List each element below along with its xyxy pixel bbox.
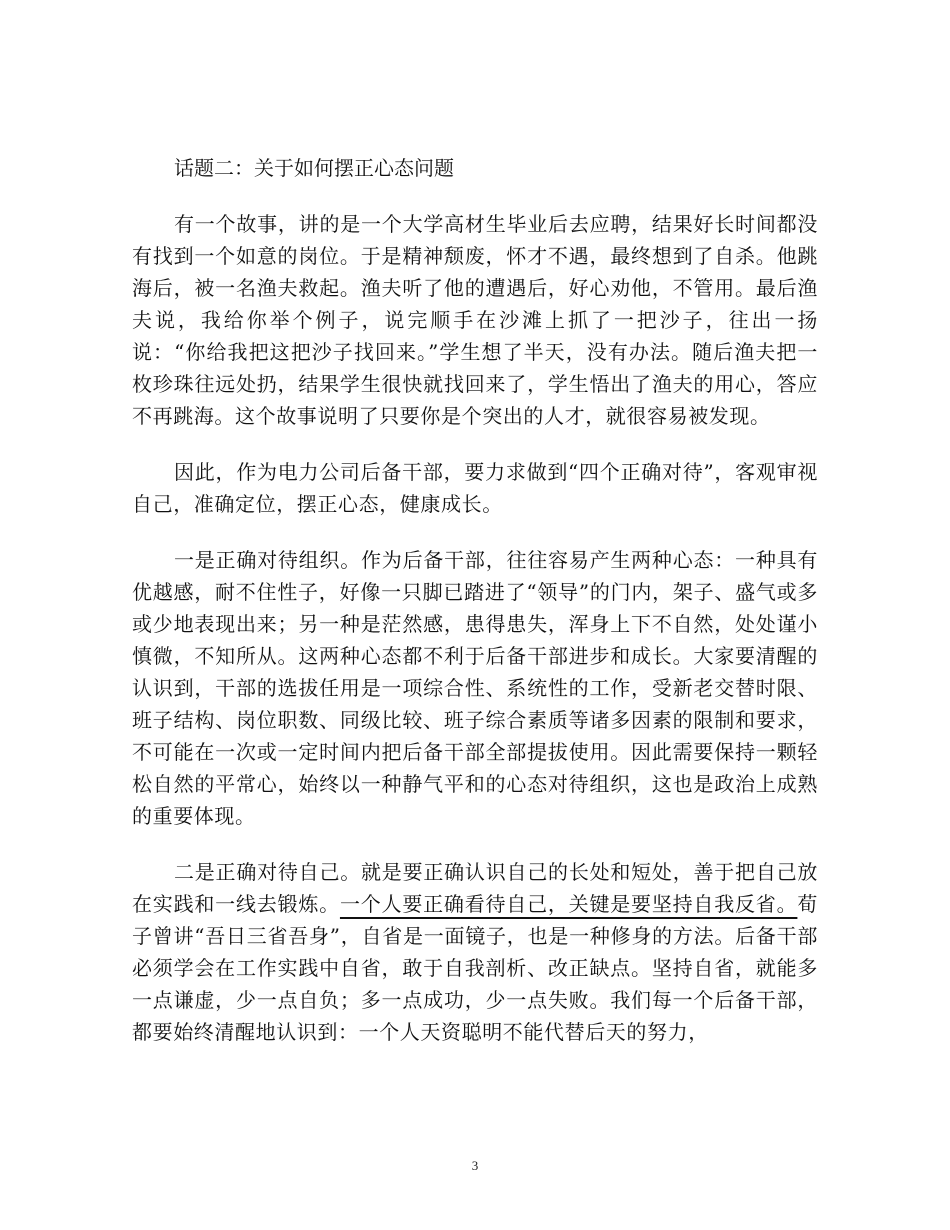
- paragraph-self-intro: 二是正确对待自己。就是要正确认识自己的长处和短处，善于把自己放在实践和一线去锻炼。: [132, 860, 818, 916]
- page-number: 3: [471, 1158, 479, 1173]
- paragraph-four-correct-attitudes: 因此，作为电力公司后备干部，要力求做到“四个正确对待”，客观审视自己，准确定位，摆正心态，健康成长。: [132, 460, 818, 516]
- paragraph-correct-attitude-self: [132, 856, 818, 1048]
- paragraph-correct-attitude-organization: 一是正确对待组织。作为后备干部，往往容易产生两种心态：一种具有优越感，耐不住性子，好像一只脚已踏进了“领导”的门内，架子、盛气或多或少地表现出来；另一种是茫然感，患得患失，浑身上下不自然，处处谨小慎微，不知所从。这两种心态都不利于后备干部进步和成长。大家要清醒的认识到，干部的选拔任用是一项综合性、系统性的工作，受新老交替时限、班子结构、岗位职数、同级比较、班子综合素质等诸多因素的限制和要求，不可能在一次或一定时间内把后备干部全部提拔使用。因此需要保持一颗轻松自然的平常心，始终以一种静气平和的心态对待组织，这也是政治上成熟的重要体现。: [132, 548, 818, 828]
- paragraph-self-continuation: 荀子曾讲“吾日三省吾身”，自省是一面镜子，也是一种修身的方法。后备干部必须学会在工作实践中自省，敢于自我剖析、改正缺点。坚持自省，就能多一点谦虚，少一点自负；多一点成功，少一点失败。我们每一个后备干部，都要始终清醒地认识到：一个人天资聪明不能代替后天的努力，: [132, 892, 819, 1044]
- topic-title: 话题二：关于如何摆正心态问题: [174, 156, 454, 180]
- document-body: [132, 152, 818, 1072]
- paragraph-fisherman-story: 有一个故事，讲的是一个大学高材生毕业后去应聘，结果好长时间都没有找到一个如意的岗位。于是精神颓废，怀才不遇，最终想到了自杀。他跳海后，被一名渔夫救起。渔夫听了他的遭遇后，好心劝他，不管用。最后渔夫说，我给你举个例子，说完顺手在沙滩上抓了一把沙子，往出一扬说：“你给我把这把沙子找回来。”学生想了半天，没有办法。随后渔夫把一枚珍珠往远处扔，结果学生很快就找回来了，学生悟出了渔夫的用心，答应不再跳海。这个故事说明了只要你是个突出的人才，就很容易被发现。: [132, 212, 818, 428]
- underlined-sentence: 一个人要正确看待自己，关键是要坚持自我反省。: [339, 892, 798, 916]
